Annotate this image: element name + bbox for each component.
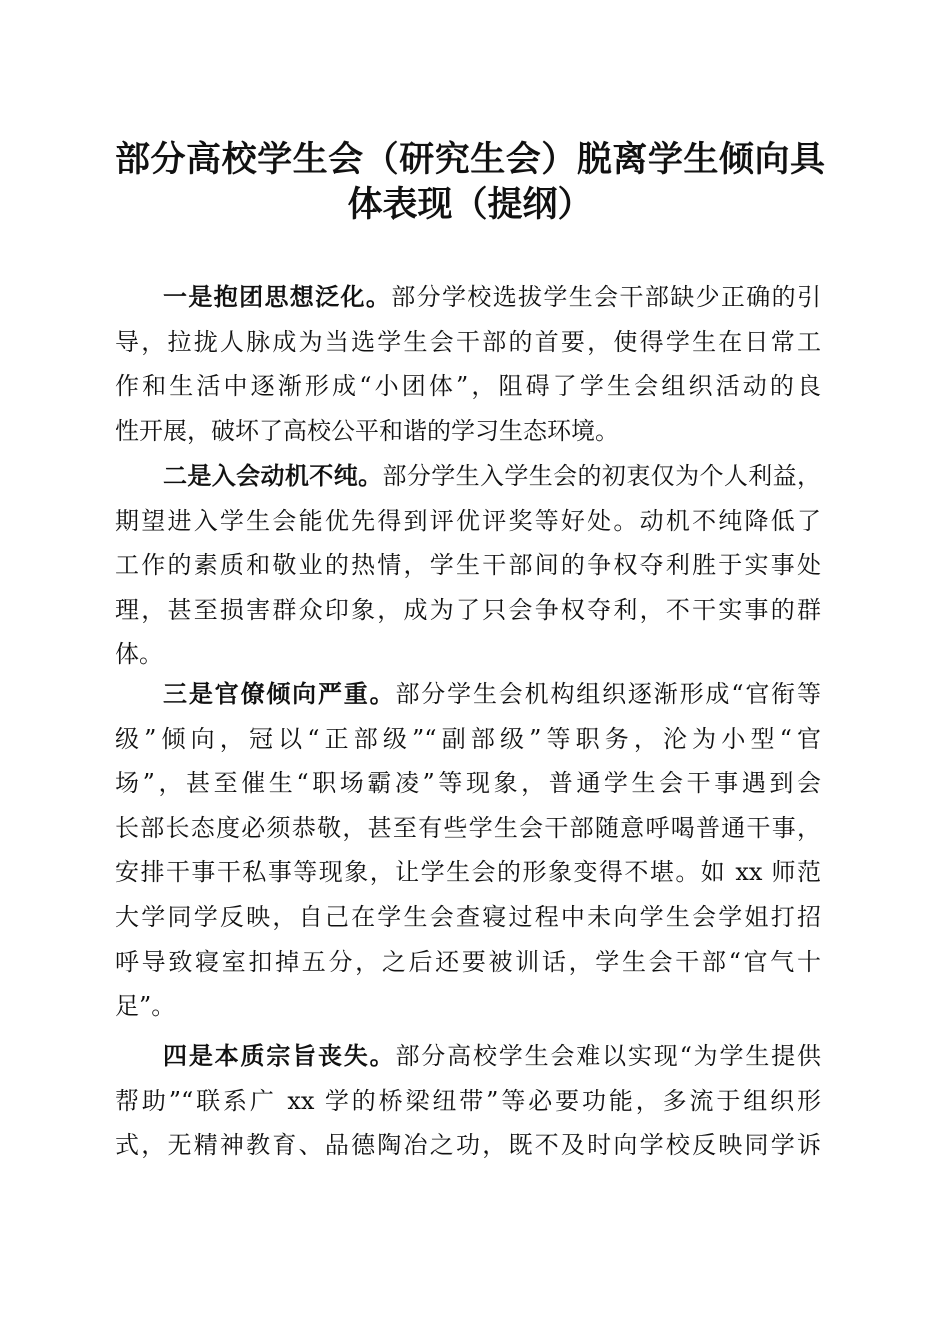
line-text: 部分高校学生会难以实现“为学生提供 (395, 1042, 821, 1070)
paragraph-line: 级”倾向，冠以“正部级”“副部级”等职务，沦为小型“官 (115, 724, 821, 753)
document-title-line-1: 部分高校学生会（研究生会）脱离学生倾向具 (115, 139, 825, 180)
line-text: 部分学生会机构组织逐渐形成“官衔等 (395, 680, 821, 708)
paragraph-line (115, 454, 821, 499)
paragraph-line: 作和生活中逐渐形成“小团体”，阻碍了学生会组织活动的良 (115, 372, 821, 401)
paragraph-line: 安排干事干私事等现象，让学生会的形象变得不堪。如 xx 师范 (115, 858, 821, 887)
document-title-line-2: 体表现（提纲） (347, 184, 593, 225)
paragraph-line: 导，拉拢人脉成为当选学生会干部的首要，使得学生在日常工 (115, 327, 821, 356)
paragraph-line: 足”。 (115, 992, 176, 1021)
paragraph-1 (115, 275, 821, 453)
paragraph-line (115, 672, 821, 717)
paragraph-lead: 三是官僚倾向严重。 (163, 679, 396, 708)
paragraph-line: 工作的素质和敬业的热情，学生干部间的争权夺利胜于实事处 (115, 551, 821, 580)
paragraph-line: 期望进入学生会能优先得到评优评奖等好处。动机不纯降低了 (115, 506, 821, 535)
paragraph-line: 大学同学反映，自己在学生会查寝过程中未向学生会学姐打招 (115, 902, 821, 931)
paragraph-line: 呼导致寝室扣掉五分，之后还要被训话，学生会干部“官气十 (115, 947, 821, 976)
paragraph-lead: 二是入会动机不纯。 (163, 461, 383, 490)
paragraph-lead: 四是本质宗旨丧失。 (163, 1041, 396, 1070)
paragraph-line: 式，无精神教育、品德陶冶之功，既不及时向学校反映同学诉 (115, 1131, 821, 1160)
line-text: 部分学生入学生会的初衷仅为个人利益， (382, 462, 822, 490)
paragraph-4 (115, 1034, 821, 1168)
paragraph-line: 性开展，破坏了高校公平和谐的学习生态环境。 (115, 416, 619, 445)
paragraph-line: 理，甚至损害群众印象，成为了只会争权夺利，不干实事的群 (115, 595, 821, 624)
paragraph-line: 帮助”“联系广 xx 学的桥梁纽带”等必要功能，多流于组织形 (115, 1086, 821, 1115)
paragraph-lead: 一是抱团思想泛化。 (163, 282, 392, 311)
line-text: 部分学校选拔学生会干部缺少正确的引 (391, 283, 822, 311)
paragraph-line (115, 275, 821, 320)
paragraph-line: 体。 (115, 640, 163, 669)
paragraph-line: 场”，甚至催生“职场霸凌”等现象，普通学生会干事遇到会 (115, 769, 821, 798)
paragraph-line: 长部长态度必须恭敬，甚至有些学生会干部随意呼喝普通干事， (115, 813, 821, 842)
paragraph-line (115, 1034, 821, 1079)
paragraph-3 (115, 672, 821, 1029)
paragraph-2 (115, 454, 821, 677)
